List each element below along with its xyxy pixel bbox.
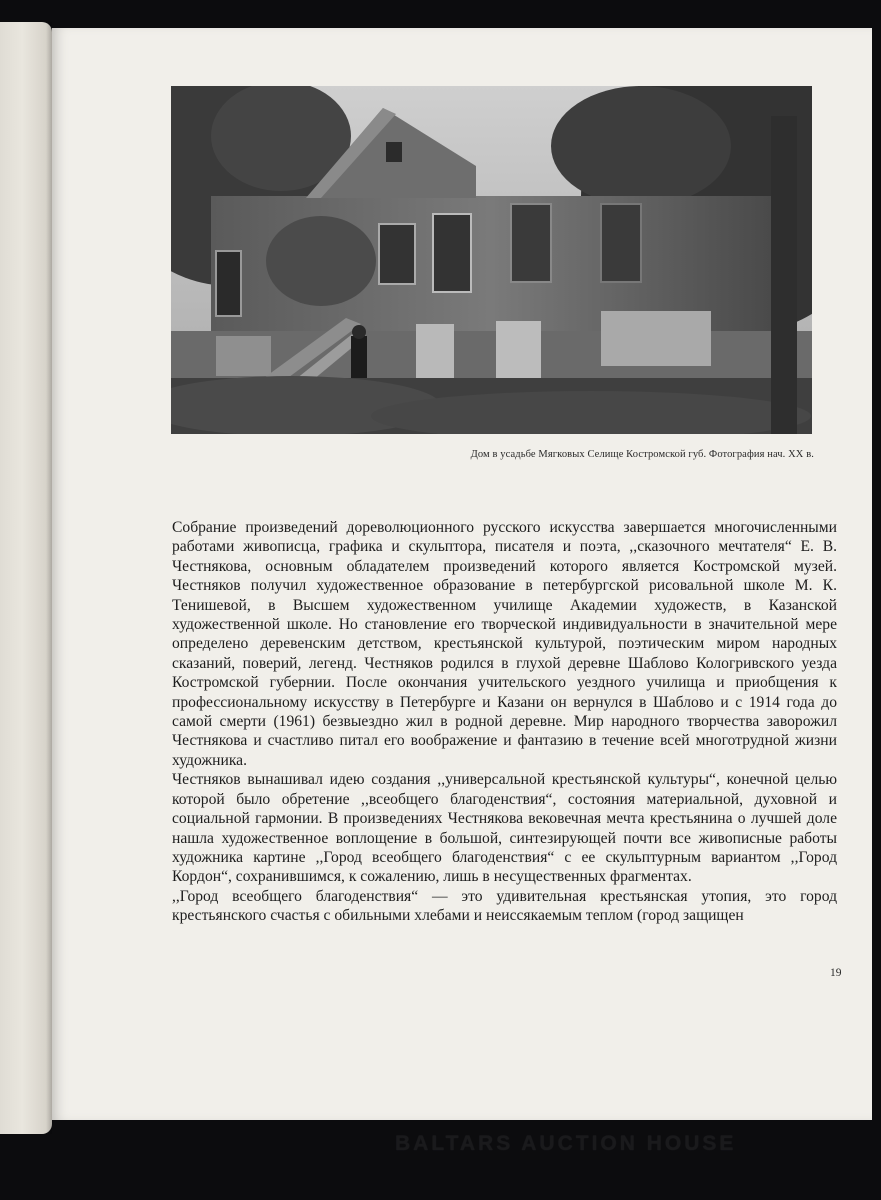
left-page-edge [0,22,52,1134]
paragraph: Честняков вынашивал идею создания ,,универсальной крестьянской культуры“, конечной целью которой было обретение ,,всеобщего благоденствия“, состояния материальной, духовной и социальной гармонии. В произведениях Честнякова вековечная мечта крестьянина о лучшей доле нашла художественное воплощение в большой, синтезирующей почти все живописные работы художника картине ,,Город всеобщего благоденствия“ с ее скульптурным вариантом ,,Город Кордон“, сохранившимся, к сожалению, лишь в несущественных фрагментах. [172,771,837,886]
book-page [52,28,872,1120]
house-photograph [171,86,812,434]
watermark: BALTARS AUCTION HOUSE [395,1132,737,1155]
paragraph: Собрание произведений дореволюционного русского искусства завершается многочисленными работами живописца, графика и скульптора, писателя и поэта, ,,сказочного мечтателя“ Е. В. Честнякова, основным обладателем произведений которого является Костромской музей. Честняков получил художественное образование в петербургской рисовальной школе М. К. Тенишевой, в Высшем художественном училище Академии художеств, в Казанской художественной школе. Но становление его творческой индивидуальности в значительной мере определено деревенским детством, крестьянской культурой, поэтическим миром народных сказаний, поверий, легенд. Честняков родился в глухой деревне Шаблово Кологривского уезда Костромской губернии. После окончания учительского уездного училища и приобщения к профессиональному искусству в Петербурге и Казани он вернулся в Шаблово и с 1914 года до самой смерти (1961) безвыездно жил в родной деревне. Мир народного творчества заворожил Честнякова и счастливо питал его воображение и фантазию в течение всей многотрудной жизни художника. [172,519,837,769]
page-number: 19 [830,967,842,979]
paragraph: ,,Город всеобщего благоденствия“ — это удивительная крестьянская утопия, это город крестьянского счастья с обильными хлебами и неиссякаемым теплом (город защищен [172,887,837,925]
body-text [172,518,837,926]
photo-caption: Дом в усадьбе Мягковых Селище Костромской губ. Фотография нач. XX в. [470,449,814,460]
house-photo-image [171,86,812,434]
